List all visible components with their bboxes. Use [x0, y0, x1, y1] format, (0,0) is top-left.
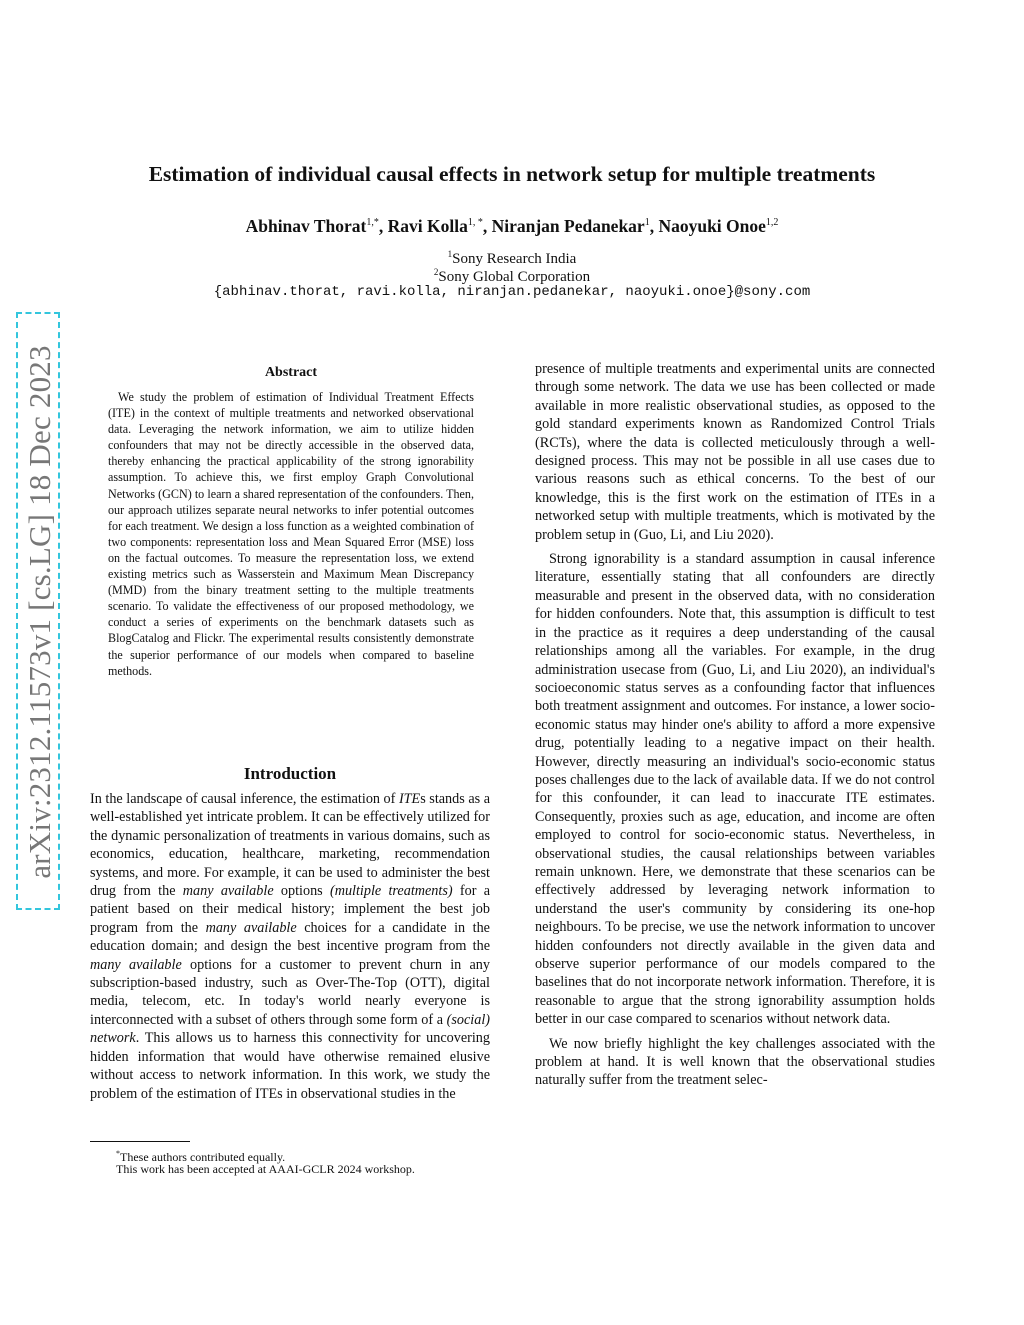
introduction-paragraph: In the landscape of causal inference, the estimation of ITEs stands as a well-established yet intricate problem. It can be effectively utilized for the dynamic personalization of treatments in various domains, such as economics, education, healthcare, marketing, recommendation systems, and more. For example, it can be used to administer the best drug from the many available options (multiple treatments) for a patient based on their medical history; implement the best job program from the many available choices for a candidate in the education domain; and design the best incentive program from the many available options for a customer to prevent churn in any subscription-based industry, such as Over-The-Top (OTT), digital media, telecom, etc. In today's world nearly everyone is interconnected with a subset of others through some form of a (social) network. This allows us to harness this connectivity for uncovering hidden information that would have otherwise remained elusive without access to network information. In this work, we study the problem of the estimation of ITEs in observational studies in the — [90, 791, 490, 1102]
author-affiliation-marker: 1, * — [467, 217, 483, 228]
abstract-text: We study the problem of estimation of Individual Treatment Effects (ITE) in the context of multiple treatments and networked observational data. Leveraging the network information, we aim to utilize hidden confounders that may not be directly accessible in the observed data, thereby enhancing the practical applicability of the strong ignorability assumption. To achieve this, we first employ Graph Convolutional Networks (GCN) to learn a shared representation of the confounders. Then, our approach utilizes separate neural networks to infer potential outcomes for each treatment. We design a loss function as a weighted combination of two components: representation loss and Mean Squared Error (MSE) loss on the factual outcomes. To measure the representation loss, we extend existing metrics such as Wasserstein and Maximum Mean Discrepancy (MMD) from the binary treatment setting to the multiple treatments scenario. To validate the effectiveness of our proposed methodology, we conduct a series of experiments on the benchmark datasets such as BlogCatalog and Flickr. The experimental results consistently demonstrate the superior performance of our models when compared to baseline methods. — [108, 390, 474, 678]
arxiv-identifier: arXiv:2312.11573v1 [cs.LG] 18 Dec 2023 — [22, 345, 57, 879]
author-name: Abhinav Thorat — [245, 216, 367, 236]
introduction-heading: Introduction — [243, 764, 337, 783]
affiliation-marker: 1 — [447, 249, 453, 259]
affiliation-name: Sony Global Corporation — [438, 269, 591, 285]
author-affiliation-marker: 1,2 — [765, 217, 779, 228]
footnote-text: This work has been accepted at AAAI-GCLR 2024 workshop. — [116, 1162, 415, 1176]
introduction-paragraph: Strong ignorability is a standard assumption in causal inference literature, essentially stating that all confounders are directly measurable and present in the observed data, with no consideration for hidden confounders. Note that, this assumption is difficult to test in the practice as it requires a deep understanding of the causal relationships among all the variables. For example, in the drug administration usecase from (Guo, Li, and Liu 2020), an individual's socioeconomic status serves as a confounding factor that influences both treatment assignment and outcomes. For instance, a lower socio-economic status may hinder one's ability to afford a more expensive drug, potentially leading to a negative impact on their health. However, directly measuring an individual's socio-economic status poses challenges due to the lack of available data. If we do not control for this confounder, it can lead to inaccurate ITE estimates. Consequently, proxies such as age, education, and income are often employed to control for socio-economic status. Nevertheless, in observational studies, the causal relationships between variables remain unknown. Here, we demonstrate that these scenarios can be effectively addressed by leveraging network information to understand the user's community by considering its one-hop neighbours. To be precise, we use the network information to uncover hidden confounders not directly available in the given data and observe superior performance of our models compared to the baselines that do not incorporate network information. Therefore, it is reasonable to argue that the strong ignorability assumption holds better in our case compared to scenarios without network data. — [535, 551, 935, 1028]
emphasis: many available — [90, 956, 182, 973]
footnote — [90, 1162, 490, 1177]
emphasis: (multiple treatments) — [329, 883, 453, 900]
author-name: Niranjan Pedanekar — [491, 216, 645, 236]
emphasis: ITE — [398, 791, 421, 807]
footnote-text: These authors contributed equally. — [120, 1150, 286, 1164]
author-emails: {abhinav.thorat, ravi.kolla, niranjan.pedanekar, naoyuki.onoe}@sony.com — [213, 284, 811, 300]
introduction-left-column — [90, 790, 490, 1135]
emphasis: many available — [205, 919, 297, 936]
author-affiliation-marker: 1,* — [366, 217, 379, 228]
affiliation-name: Sony Research India — [452, 251, 577, 267]
author-affiliation-marker: 1 — [644, 217, 650, 228]
introduction-right-column — [535, 360, 935, 1180]
emphasis: (social) network — [90, 1011, 490, 1047]
author-name: Ravi Kolla — [387, 216, 468, 236]
introduction-paragraph: presence of multiple treatments and experimental units are connected through some network. The data we use has been collected or made available in more realistic observational studies, as opposed to the gold standard experiments known as Randomized Control Trials (RCTs), where the data is collected meticulously through a well-designed process. This may not be possible in all use cases due to various reasons such as ethical concerns. To the best of our knowledge, this is the first work on the estimation of ITEs in a networked setup with multiple treatments, which is motivated by the problem setup in (Guo, Li, and Liu 2020). — [535, 361, 935, 543]
introduction-paragraph: We now briefly highlight the key challenges associated with the problem at hand. It is well known that the observational studies naturally suffer from the treatment selec- — [535, 1035, 935, 1089]
author-list: Abhinav Thorat$^{1,*}$, Ravi Kolla$^{1, *}$, Niranjan Pedanekar$^1$, Naoyuki Onoe$^{1,2}$ — [245, 216, 779, 236]
author-name: Naoyuki Onoe — [658, 216, 766, 236]
abstract-heading: Abstract — [264, 365, 318, 380]
footnote-marker: * — [116, 1149, 120, 1158]
emphasis: many available — [182, 883, 274, 900]
affiliation-marker: 2 — [433, 267, 439, 277]
paper-title: Estimation of individual causal effects in network setup for multiple treatments — [148, 162, 876, 186]
footnote-rule — [90, 1141, 190, 1142]
